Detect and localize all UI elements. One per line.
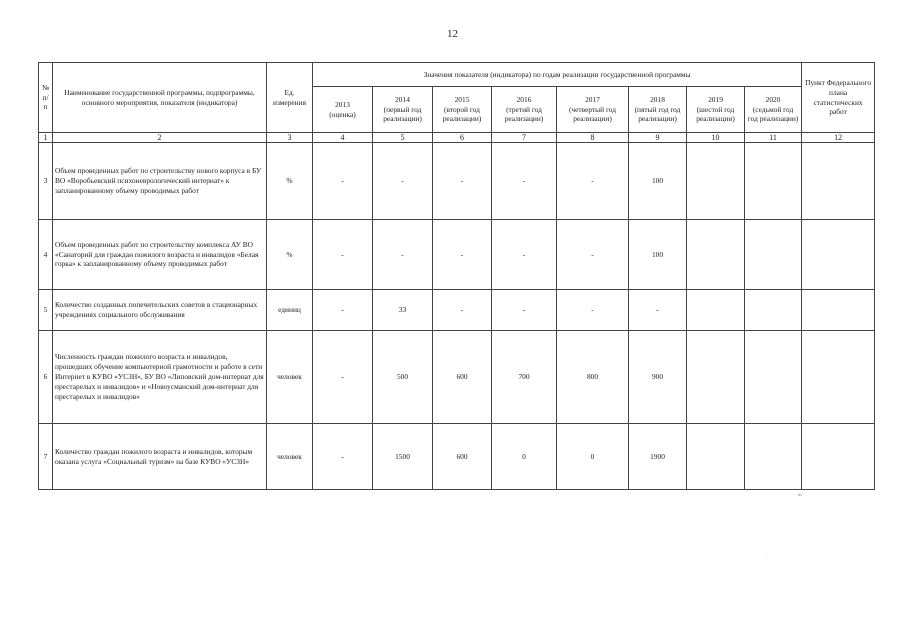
row-value-2017: - <box>557 220 629 290</box>
row-value-2013: - <box>313 143 373 220</box>
column-number: 9 <box>629 133 687 143</box>
row-value-2014: - <box>373 143 433 220</box>
header-year-2017 <box>557 87 629 133</box>
row-value-2016: - <box>492 290 557 331</box>
row-unit: единиц <box>267 290 313 331</box>
header-year-2014 <box>373 87 433 133</box>
row-value-2017: - <box>557 143 629 220</box>
column-number: 1 <box>39 133 53 143</box>
row-plan <box>802 143 875 220</box>
table-row <box>39 143 875 220</box>
row-name: Объем проведенных работ по строительству комплекса АУ ВО «Санаторий для граждан пожилого возраста и инвалидов «Белая горка» к запланированному объему проводимых работ <box>53 220 267 290</box>
row-unit: человек <box>267 331 313 424</box>
column-number: 2 <box>53 133 267 143</box>
year-label: 2014 <box>395 94 410 104</box>
row-value-2016: 0 <box>492 424 557 490</box>
year-note: (второй год реализации) <box>442 104 482 124</box>
header-year-2013 <box>313 87 373 133</box>
column-number: 3 <box>267 133 313 143</box>
end-mark: ». <box>798 492 803 498</box>
row-number: 3 <box>39 143 53 220</box>
row-value-2015: 600 <box>433 331 492 424</box>
column-number: 12 <box>802 133 875 143</box>
row-value-2014: 33 <box>373 290 433 331</box>
row-number: 6 <box>39 331 53 424</box>
row-value-2013: - <box>313 331 373 424</box>
row-value-2015: 600 <box>433 424 492 490</box>
row-plan <box>802 220 875 290</box>
table-row <box>39 220 875 290</box>
stray-mark: . <box>766 553 768 558</box>
row-value-2018: - <box>629 290 687 331</box>
header-unit: Ед. измерения <box>267 63 313 133</box>
row-value-2015: - <box>433 290 492 331</box>
row-value-2019 <box>687 290 745 331</box>
header-name: Наименование государственной программы, подпрограммы, основного мероприятия, показателя (индикатора) <box>53 63 267 133</box>
row-unit: % <box>267 143 313 220</box>
year-note: (пятый год год реализации) <box>634 104 681 124</box>
header-year-2015 <box>433 87 492 133</box>
row-value-2018: 100 <box>629 143 687 220</box>
table-row <box>39 290 875 331</box>
year-note: (первый год реализации) <box>383 104 422 124</box>
year-label: 2013 <box>335 99 350 109</box>
row-plan <box>802 290 875 331</box>
row-value-2020 <box>745 290 802 331</box>
year-note: (седьмой год год реализации) <box>747 104 799 124</box>
page-number: 12 <box>447 28 458 40</box>
row-value-2013: - <box>313 290 373 331</box>
column-number: 5 <box>373 133 433 143</box>
row-name: Объем проведенных работ по строительству нового корпуса в БУ ВО «Воробьевский психоневрологический интернат» к запланированному объему проводимых работ <box>53 143 267 220</box>
row-value-2019 <box>687 220 745 290</box>
row-value-2016: - <box>492 143 557 220</box>
header-plan: Пункт Федерального плана статистических работ <box>802 63 875 133</box>
year-label: 2016 <box>516 94 532 104</box>
table-row <box>39 331 875 424</box>
row-value-2020 <box>745 424 802 490</box>
year-label: 2017 <box>585 94 600 104</box>
row-value-2018: 1900 <box>629 424 687 490</box>
row-value-2014: - <box>373 220 433 290</box>
row-value-2019 <box>687 331 745 424</box>
row-value-2013: - <box>313 424 373 490</box>
column-number: 6 <box>433 133 492 143</box>
row-value-2019 <box>687 424 745 490</box>
column-number: 8 <box>557 133 629 143</box>
row-value-2016: - <box>492 220 557 290</box>
header-values-group: Значения показателя (индикатора) по годам реализации государственной программы <box>313 63 802 87</box>
row-unit: % <box>267 220 313 290</box>
row-name: Количество созданных попечительских советов в стационарных учреждениях социального обслуживания <box>53 290 267 331</box>
year-note: (четвертый год реализации) <box>568 104 617 124</box>
year-label: 2020 <box>765 94 781 104</box>
row-value-2020 <box>745 220 802 290</box>
year-note: (третий год реализации) <box>504 104 544 124</box>
header-year-2016 <box>492 87 557 133</box>
table-row <box>39 424 875 490</box>
row-value-2017: 800 <box>557 331 629 424</box>
row-unit: человек <box>267 424 313 490</box>
row-value-2014: 500 <box>373 331 433 424</box>
column-number: 7 <box>492 133 557 143</box>
row-name: Численность граждан пожилого возраста и инвалидов, прошедших обучение компьютерной грамотности и работе в сети Интернет в КУВО «УСЗН», БУ ВО «Липовский дом-интернат для престарелых и инвалидов» и «Новоусманский дом-интернат для престарелых и инвалидов» <box>53 331 267 424</box>
row-value-2013: - <box>313 220 373 290</box>
row-value-2017: - <box>557 290 629 331</box>
header-no: № п/п <box>39 63 53 133</box>
year-label: 2015 <box>454 94 470 104</box>
row-value-2018: 900 <box>629 331 687 424</box>
row-plan <box>802 424 875 490</box>
column-number: 11 <box>745 133 802 143</box>
indicator-table <box>38 62 875 490</box>
row-value-2016: 700 <box>492 331 557 424</box>
row-value-2014: 1500 <box>373 424 433 490</box>
header-year-2018 <box>629 87 687 133</box>
column-number: 10 <box>687 133 745 143</box>
row-value-2018: 100 <box>629 220 687 290</box>
column-number: 4 <box>313 133 373 143</box>
row-number: 5 <box>39 290 53 331</box>
row-number: 4 <box>39 220 53 290</box>
row-number: 7 <box>39 424 53 490</box>
row-value-2020 <box>745 331 802 424</box>
header-year-2020 <box>745 87 802 133</box>
row-value-2015: - <box>433 220 492 290</box>
row-name: Количество граждан пожилого возраста и инвалидов, которым оказана услуга «Социальный туризм» на базе КУВО «УСЗН» <box>53 424 267 490</box>
row-value-2019 <box>687 143 745 220</box>
year-label: 2019 <box>708 94 723 104</box>
header-year-2019 <box>687 87 745 133</box>
row-plan <box>802 331 875 424</box>
year-note: (оценка) <box>329 109 356 119</box>
row-value-2020 <box>745 143 802 220</box>
row-value-2015: - <box>433 143 492 220</box>
year-note: (шестой год реализации) <box>696 104 735 124</box>
year-label: 2018 <box>650 94 665 104</box>
row-value-2017: 0 <box>557 424 629 490</box>
